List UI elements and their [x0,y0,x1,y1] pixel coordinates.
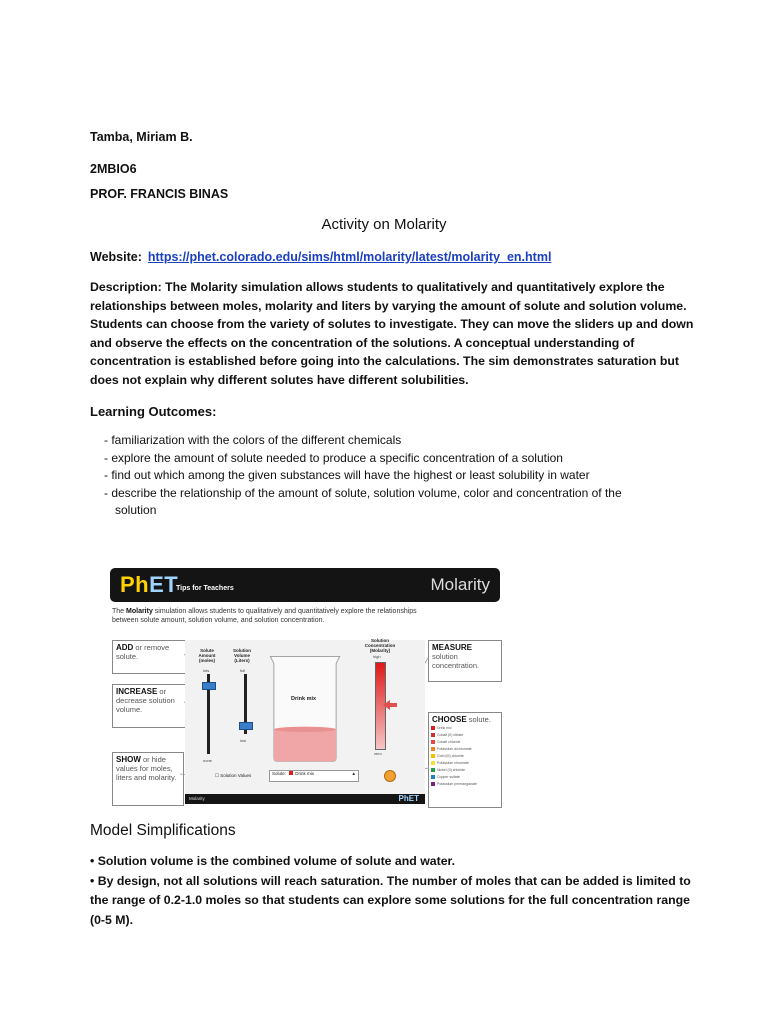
solute-option-label: Cobalt chloride [437,740,461,744]
solution-values-checkbox[interactable]: ☐ Solution Values [215,773,252,778]
professor-name: PROF. FRANCIS BINAS [90,187,229,201]
description-line: concentration is established before going into the calculations. The sim demonstrates saturation but [90,354,679,369]
bullet-line: • Solution volume is the combined volume of solute and water. [90,854,456,868]
chevron-up-icon[interactable]: ▲ [351,771,356,776]
figure-intro: The Molarity simulation allows students to qualitatively and quantitatively explore the relationships between solute amount, solution volume, and solution concentration. [112,608,417,624]
solution-volume-label: Solution Volume (Liters) [233,648,251,663]
callout-choose: CHOOSE solute. Drink mix Cobalt (II) nitrate Cobalt chloride Potassium dichromate Gold (III) chloride Potassium chromate Nickel (II) chloride Copper sulfate Potassium permanganate [428,712,502,808]
full-label: full [240,668,246,673]
list-item: - familiarization with the colors of the different chemicals [104,433,402,447]
website-line [90,250,551,264]
solute-option-label: Nickel (II) chloride [437,768,466,772]
callout-add: ADD or remove solute. [112,640,188,674]
beaker [265,646,345,770]
bullet-line: • By design, not all solutions will reach saturation. The number of moles that can be added is limited to [90,873,691,888]
callout-measure: MEASURE solution concentration. [428,640,502,682]
figure-sim-title: Molarity [430,575,490,594]
description-paragraph [90,278,694,390]
description-line: relationships between moles, molarity and liters by varying the amount of solute and solution volume. [90,298,687,313]
phet-figure [110,568,500,806]
footer-phet-logo: PhET [398,794,419,803]
solute-option-label: Potassium chromate [437,761,469,765]
list-item-continued: solution [115,503,157,518]
none-label: none [203,758,212,763]
solute-option-label: Cobalt (II) nitrate [437,733,464,737]
solute-option-label: Potassium permanganate [437,782,477,786]
section-code: 2MBIO6 [90,162,137,176]
reset-button[interactable] [384,770,396,782]
description-line: Students can choose from the variety of solutes to investigate. They can move the sliders up and down [90,317,694,332]
phet-logo: PhET [120,572,179,597]
callout-show: SHOW or hide values for moles, liters and molarity. [112,752,184,806]
learning-outcomes-heading: Learning Outcomes: [90,404,217,419]
drink-mix-label: Drink mix [291,696,317,702]
solute-selector[interactable]: Solute: Drink mix ▲ [269,770,359,782]
website-link[interactable]: https://phet.colorado.edu/sims/html/molarity/latest/molarity_en.html [147,250,552,264]
description-line: Description: The Molarity simulation allows students to qualitatively and quantitatively explore the [90,280,665,294]
simulation-panel [185,640,425,802]
low-label: low [240,738,247,743]
learning-outcomes-list [104,432,684,520]
model-bullets [90,852,691,930]
tips-label: Tips for Teachers [176,585,234,592]
solute-amount-label: Solute Amount (moles) [198,648,216,663]
page-title: Activity on Molarity [321,216,447,233]
student-name: Tamba, Miriam B. [90,130,193,144]
website-label: Website: [90,250,142,264]
lots-label: lots [203,668,210,673]
sim-footer: Molarity PhET [185,794,425,804]
bullet-line: the range of 0.2-1.0 moles so that students can explore some solutions for the full concentration range [90,893,690,908]
description-line: and observe the effects on the concentration of the solutions. A conceptual understanding of [90,335,635,350]
solute-option-label: Copper sulfate [437,775,460,779]
list-item: - find out which among the given substances will have the highest or least solubility in water [104,468,590,483]
description-line: does not explain why different solutes have different solubilities. [90,372,469,387]
solute-slider-knob[interactable] [202,682,216,690]
solute-option-label: Gold (III) chloride [437,754,464,758]
concentration-label: Solution Concentration (Molarity) [364,638,396,653]
solute-option-label: Drink mix [437,726,452,730]
model-simplifications-heading: Model Simplifications [90,822,236,839]
solute-swatch [289,771,293,775]
volume-slider-knob[interactable] [239,722,253,730]
list-item: - explore the amount of solute needed to produce a specific concentration of a solution [104,450,563,465]
bullet-line: (0-5 M). [90,912,134,927]
solute-option-label: Potassium dichromate [437,747,472,751]
concentration-pointer[interactable] [383,700,397,710]
callout-increase: INCREASE or decrease solution volume. [112,684,188,728]
high-label: high [373,654,381,659]
list-item: - describe the relationship of the amount of solute, solution volume, color and concentration of the [104,485,622,500]
zero-label: zero [374,751,382,756]
